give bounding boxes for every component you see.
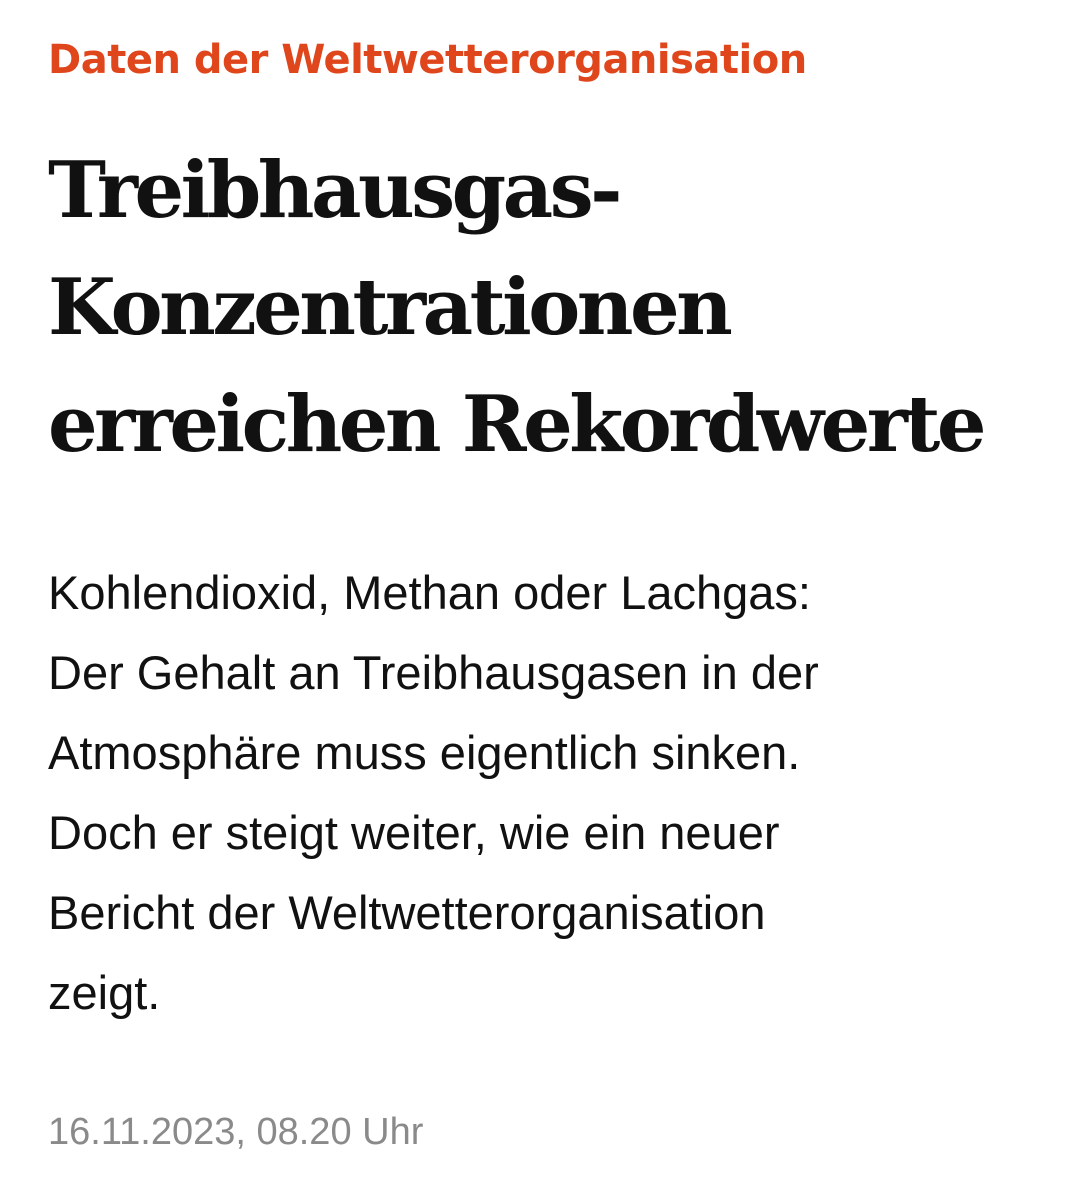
teaser-line: Kohlendioxid, Methan oder Lachgas: xyxy=(48,566,811,619)
headline-line: erreichen Rekordwerte xyxy=(48,379,983,470)
article-headline[interactable] xyxy=(48,132,983,483)
teaser-line: Bericht der Weltwetterorganisation xyxy=(48,886,766,939)
article-kicker: Daten der Weltwetterorganisation xyxy=(48,37,807,83)
article-timestamp: 16.11.2023, 08.20 Uhr xyxy=(48,1111,424,1153)
teaser-line: Doch er steigt weiter, wie ein neuer xyxy=(48,806,780,859)
article-teaser-text xyxy=(48,553,819,1033)
headline-line: Treibhausgas- xyxy=(48,145,619,236)
teaser-line: Der Gehalt an Treibhausgasen in der xyxy=(48,646,819,699)
teaser-line: Atmosphäre muss eigentlich sinken. xyxy=(48,726,801,779)
headline-line: Konzentrationen xyxy=(48,262,730,353)
teaser-line: zeigt. xyxy=(48,966,161,1019)
